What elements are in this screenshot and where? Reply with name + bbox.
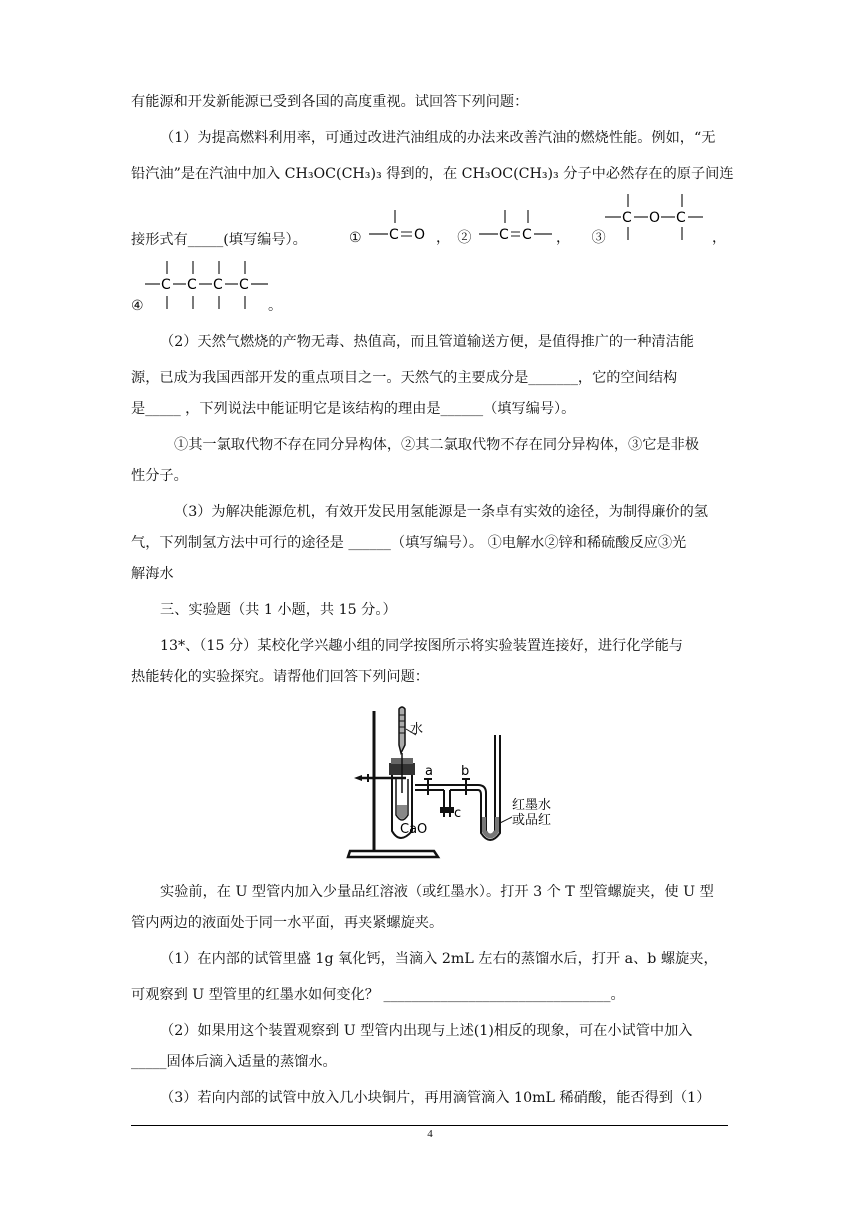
- svg-text:C: C: [676, 210, 686, 226]
- svg-text:红墨水: 红墨水: [512, 798, 552, 813]
- q3-line-1: （3）为解决能源危机，有效开发民用氢能源是一条卓有实效的途径，为制得廉价的氢: [174, 504, 708, 520]
- q13-line-1: 13*、（15 分）某校化学兴趣小组的同学按图所示将实验装置连接好，进行化学能与: [160, 638, 683, 654]
- svg-text:O: O: [414, 227, 426, 243]
- sub-q1-line-1: （1）在内部的试管里盛 1g 氧化钙，当滴入 2mL 左右的蒸馏水后，打开 a、b 螺旋夹，: [160, 951, 718, 967]
- sub-q3-line-1: （3）若向内部的试管中放入几小块铜片，再用滴管滴入 10mL 稀硝酸，能否得到（1）: [160, 1090, 711, 1106]
- option-4-end: 。: [268, 298, 283, 314]
- svg-text:CaO: CaO: [400, 822, 428, 837]
- svg-text:c: c: [454, 806, 462, 821]
- page-number: 4: [427, 1128, 433, 1140]
- experiment-line-2: 管内两边的液面处于同一水平面，再夹紧螺旋夹。: [131, 915, 444, 931]
- section-3-heading: 三、实验题（共 1 小题，共 15 分。）: [160, 602, 397, 618]
- svg-text:C: C: [389, 227, 399, 243]
- q3-line-3: 解海水: [131, 566, 174, 582]
- option-3-end: ，: [712, 230, 727, 246]
- q1-line-1: （1）为提高燃料利用率，可通过改进汽油组成的办法来改善汽油的燃烧性能。例如，“无: [160, 130, 716, 146]
- q1-line-3: 接形式有_____(填写编号）。: [131, 232, 307, 248]
- structure-1: [368, 206, 428, 250]
- structure-3: [604, 192, 704, 248]
- sub-q1-line-2: 可观察到 U 型管里的红墨水如何变化？ ________________________________。: [131, 987, 625, 1003]
- intro-line: 有能源和开发新能源已受到各国的高度重视。试回答下列问题：: [131, 94, 529, 110]
- svg-text:水: 水: [410, 722, 424, 737]
- sub-q2-line-1: （2）如果用这个装置观察到 U 型管内出现与上述(1)相反的现象，可在小试管中加入: [160, 1023, 693, 1039]
- svg-text:或品红: 或品红: [512, 813, 552, 828]
- svg-text:b: b: [461, 764, 470, 779]
- svg-text:C: C: [622, 210, 632, 226]
- q2-line-2: 源，已成为我国西部开发的重点项目之一。天然气的主要成分是_______，它的空间结构: [131, 370, 678, 386]
- q2-line-1: （2）天然气燃烧的产物无毒、热值高，而且管道输送方便，是值得推广的一种清洁能: [160, 334, 694, 350]
- svg-text:C: C: [161, 277, 171, 293]
- q13-line-2: 热能转化的实验探究。请帮他们回答下列问题：: [131, 669, 429, 685]
- svg-text:C: C: [187, 277, 197, 293]
- q1-line-2: 铅汽油”是在汽油中加入 CH₃OC(CH₃)₃ 得到的，在 CH₃OC(CH₃)₃ 分子中必然存在的原子间连: [131, 166, 734, 182]
- option-4-mark: ④: [131, 298, 144, 314]
- option-1-mark: ①: [349, 230, 362, 246]
- option-2-mark: ， ②: [436, 230, 472, 246]
- svg-text:C: C: [499, 227, 509, 243]
- option-3-mark: ， ③: [556, 230, 606, 246]
- q2-line-4: ①其一氯取代物不存在同分异构体，②其二氯取代物不存在同分异构体，③它是非极: [174, 437, 699, 453]
- svg-text:a: a: [425, 764, 433, 779]
- structure-2: [478, 206, 558, 250]
- q3-line-2: 气，下列制氢方法中可行的途径是 ______（填写编号）。 ①电解水②锌和稀硫酸反应③光: [131, 535, 687, 551]
- svg-text:O: O: [649, 210, 661, 226]
- svg-text:C: C: [522, 227, 532, 243]
- svg-text:C: C: [213, 277, 223, 293]
- apparatus-figure: [340, 705, 570, 874]
- footer-rule: [131, 1125, 728, 1126]
- q2-line-3: 是_____ ，下列说法中能证明它是该结构的理由是______（填写编号）。: [131, 401, 576, 417]
- structure-4: [144, 258, 274, 318]
- svg-text:C: C: [239, 277, 249, 293]
- sub-q2-line-2: _____固体后滴入适量的蒸馏水。: [131, 1054, 337, 1070]
- q2-line-5: 性分子。: [131, 468, 188, 484]
- experiment-line-1: 实验前，在 U 型管内加入少量品红溶液（或红墨水）。打开 3 个 T 型管螺旋夹，使 U 型: [160, 884, 714, 900]
